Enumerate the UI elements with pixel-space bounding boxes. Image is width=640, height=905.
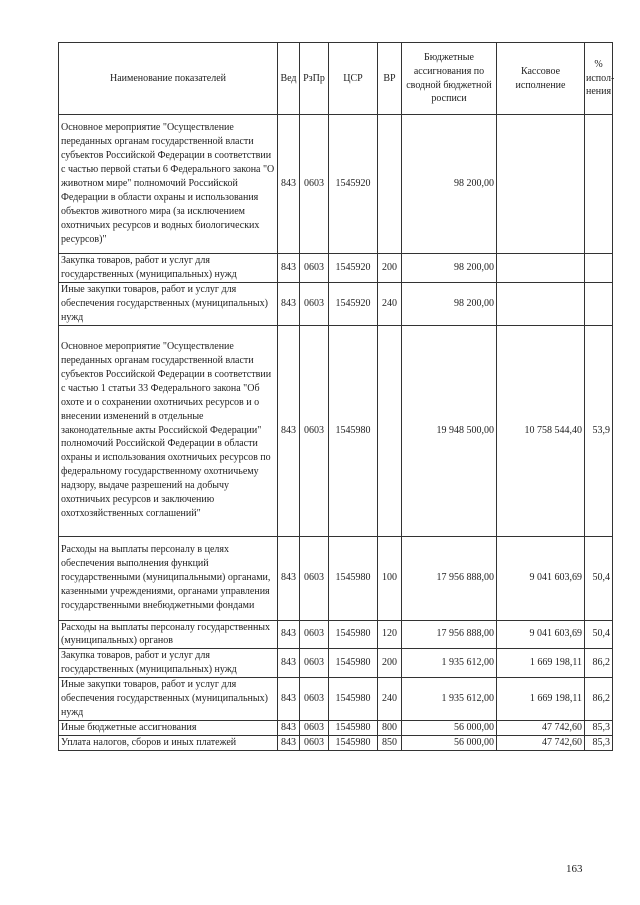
table-row <box>59 620 613 649</box>
cell-ved: 843 <box>278 620 300 649</box>
cell-assign: 98 200,00 <box>402 282 497 325</box>
cell-rzpr: 0603 <box>300 536 329 620</box>
table-row <box>59 720 613 735</box>
table-row <box>59 282 613 325</box>
cell-assign: 98 200,00 <box>402 115 497 254</box>
cell-csr: 1545980 <box>329 536 378 620</box>
cell-ved: 843 <box>278 115 300 254</box>
header-assign: Бюджетные ассигнования по сводной бюджетной росписи <box>402 43 497 115</box>
cell-ved: 843 <box>278 720 300 735</box>
cell-name: Расходы на выплаты персоналу в целях обеспечения выполнения функций государственными (муниципальными) органами, казенными учреждениями, органами управления государственными внебюджетными фондами <box>59 536 278 620</box>
cell-cash <box>497 115 585 254</box>
table-row <box>59 115 613 254</box>
cell-ved: 843 <box>278 649 300 678</box>
cell-ved: 843 <box>278 735 300 750</box>
header-rzpr: РзПр <box>300 43 329 115</box>
page-number: 163 <box>566 863 583 875</box>
cell-cash: 1 669 198,11 <box>497 678 585 721</box>
cell-assign: 98 200,00 <box>402 254 497 283</box>
cell-pct: 85,3 <box>585 735 613 750</box>
cell-name: Иные закупки товаров, работ и услуг для обеспечения государственных (муниципальных) нужд <box>59 678 278 721</box>
cell-vr: 850 <box>378 735 402 750</box>
cell-cash: 9 041 603,69 <box>497 536 585 620</box>
cell-name: Закупка товаров, работ и услуг для государственных (муниципальных) нужд <box>59 649 278 678</box>
cell-pct: 85,3 <box>585 720 613 735</box>
cell-csr: 1545920 <box>329 282 378 325</box>
cell-ved: 843 <box>278 678 300 721</box>
cell-rzpr: 0603 <box>300 678 329 721</box>
cell-vr: 240 <box>378 678 402 721</box>
cell-pct: 50,4 <box>585 536 613 620</box>
cell-cash: 47 742,60 <box>497 735 585 750</box>
table-row <box>59 735 613 750</box>
cell-pct: 53,9 <box>585 325 613 536</box>
cell-ved: 843 <box>278 254 300 283</box>
cell-rzpr: 0603 <box>300 620 329 649</box>
header-csr: ЦСР <box>329 43 378 115</box>
cell-cash: 1 669 198,11 <box>497 649 585 678</box>
table-body <box>59 115 613 751</box>
table-row <box>59 325 613 536</box>
cell-cash <box>497 282 585 325</box>
cell-ved: 843 <box>278 325 300 536</box>
header-pct: % испол- нения <box>585 43 613 115</box>
cell-vr <box>378 115 402 254</box>
cell-name: Основное мероприятие "Осуществление переданных органам государственной власти субъектов Российской Федерации в соответствии с частью первой статьи 6 Федерального закона "О животном мире" полномочий Российской Федерации в области охраны и использования объектов животного мира (за исключением охотничьих ресурсов и водных биологических ресурсов)" <box>59 115 278 254</box>
cell-name: Иные закупки товаров, работ и услуг для обеспечения государственных (муниципальных) нужд <box>59 282 278 325</box>
cell-name: Расходы на выплаты персоналу государственных (муниципальных) органов <box>59 620 278 649</box>
cell-pct <box>585 254 613 283</box>
cell-assign: 1 935 612,00 <box>402 678 497 721</box>
cell-assign: 1 935 612,00 <box>402 649 497 678</box>
header-ved: Вед <box>278 43 300 115</box>
cell-pct: 86,2 <box>585 678 613 721</box>
cell-rzpr: 0603 <box>300 649 329 678</box>
cell-name: Иные бюджетные ассигнования <box>59 720 278 735</box>
cell-cash <box>497 254 585 283</box>
cell-assign: 56 000,00 <box>402 735 497 750</box>
cell-pct <box>585 115 613 254</box>
cell-rzpr: 0603 <box>300 735 329 750</box>
cell-pct <box>585 282 613 325</box>
cell-vr: 200 <box>378 254 402 283</box>
cell-vr: 200 <box>378 649 402 678</box>
cell-ved: 843 <box>278 536 300 620</box>
cell-assign: 56 000,00 <box>402 720 497 735</box>
table-row <box>59 678 613 721</box>
cell-cash: 10 758 544,40 <box>497 325 585 536</box>
cell-name: Основное мероприятие "Осуществление переданных органам государственной власти субъектов Российской Федерации в соответствии с частью 1 статьи 33 Федерального закона "Об охоте и о сохранении охотничьих ресурсов и о внесении изменений в отдельные законодательные акты Российской Федерации" полномочий Российской Федерации в области охраны и использования охотничьих ресурсов по федеральному государственному охотничьему надзору, выдаче разрешений на добычу охотничьих ресурсов и заключению охотхозяйственных соглашений" <box>59 325 278 536</box>
cell-rzpr: 0603 <box>300 115 329 254</box>
cell-pct: 86,2 <box>585 649 613 678</box>
header-vr: ВР <box>378 43 402 115</box>
cell-rzpr: 0603 <box>300 720 329 735</box>
cell-rzpr: 0603 <box>300 325 329 536</box>
cell-csr: 1545980 <box>329 735 378 750</box>
cell-ved: 843 <box>278 282 300 325</box>
cell-csr: 1545980 <box>329 720 378 735</box>
table-row <box>59 536 613 620</box>
cell-cash: 47 742,60 <box>497 720 585 735</box>
cell-csr: 1545980 <box>329 649 378 678</box>
table-row <box>59 649 613 678</box>
cell-vr: 800 <box>378 720 402 735</box>
cell-csr: 1545980 <box>329 678 378 721</box>
cell-rzpr: 0603 <box>300 282 329 325</box>
header-name: Наименование показателей <box>59 43 278 115</box>
header-cash: Кассовое исполнение <box>497 43 585 115</box>
header-row <box>59 43 613 115</box>
cell-csr: 1545920 <box>329 115 378 254</box>
cell-csr: 1545980 <box>329 325 378 536</box>
cell-vr: 240 <box>378 282 402 325</box>
cell-assign: 17 956 888,00 <box>402 620 497 649</box>
cell-vr: 120 <box>378 620 402 649</box>
table-row <box>59 254 613 283</box>
cell-cash: 9 041 603,69 <box>497 620 585 649</box>
cell-rzpr: 0603 <box>300 254 329 283</box>
cell-pct: 50,4 <box>585 620 613 649</box>
cell-csr: 1545920 <box>329 254 378 283</box>
budget-table <box>58 42 613 751</box>
cell-vr: 100 <box>378 536 402 620</box>
cell-assign: 19 948 500,00 <box>402 325 497 536</box>
cell-vr <box>378 325 402 536</box>
cell-assign: 17 956 888,00 <box>402 536 497 620</box>
cell-name: Закупка товаров, работ и услуг для государственных (муниципальных) нужд <box>59 254 278 283</box>
cell-csr: 1545980 <box>329 620 378 649</box>
cell-name: Уплата налогов, сборов и иных платежей <box>59 735 278 750</box>
